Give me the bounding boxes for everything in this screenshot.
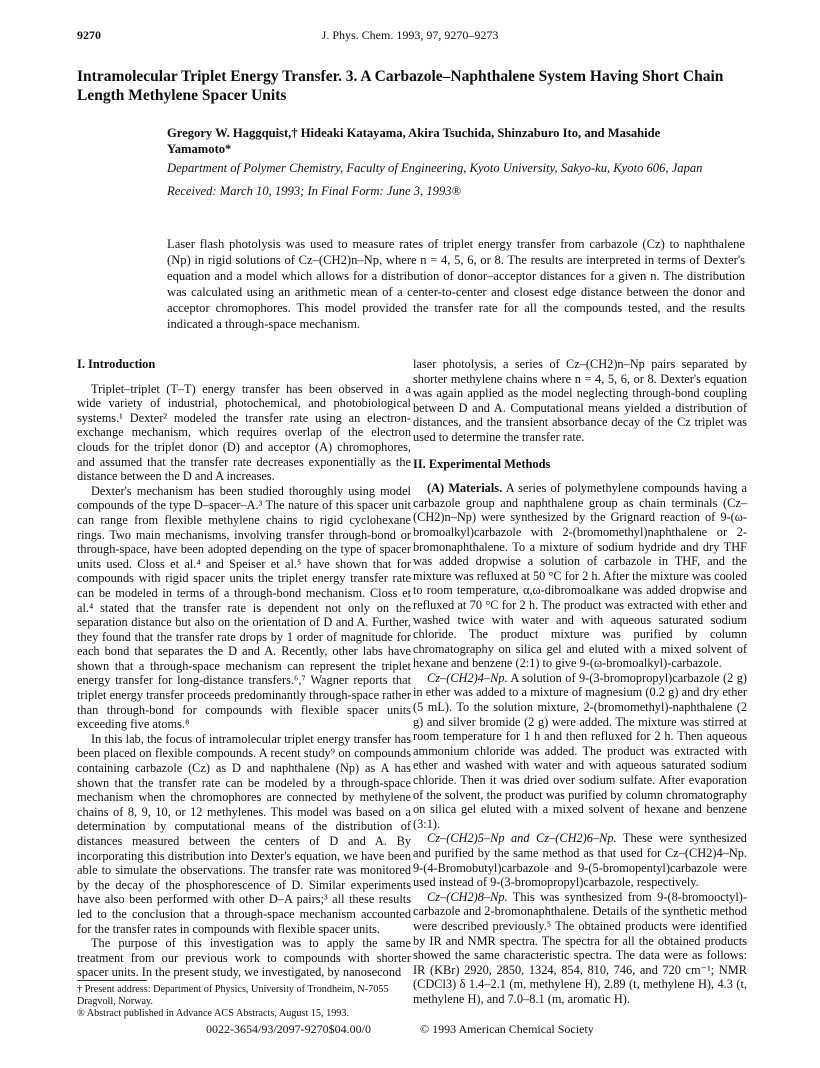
intro-paragraph-4: The purpose of this investigation was to apply the same treatment from our previous work to compounds with shorter spacer units. In the present study, we investigated, by nanosecond	[77, 936, 411, 980]
footnotes	[77, 980, 411, 1020]
cz56-text: These were synthesized and purified by the same method as that used for Cz–(CH2)4–Np. 9-(4-Bromobutyl)carbazole and 9-(5-bromopentyl)carbazole were used instead of 9-(3-bromopropyl)carbazole, respectively.	[413, 831, 747, 890]
experimental-heading: II. Experimental Methods	[413, 456, 551, 471]
left-column	[77, 357, 411, 980]
materials-runhead: (A) Materials.	[427, 481, 503, 496]
cz4-runhead: Cz–(CH2)4–Np.	[427, 670, 508, 685]
intro-paragraph-continued: laser photolysis, a series of Cz–(CH2)n–Np pairs separated by shorter methylene chains where n = 4, 5, 6, or 8. Dexter's equation was again applied as the model neglecting through-bond coupling between D and A. Computational means yielded a distribution of distances, and the transient absorbance decay of the Cz triplet was used to determine the transfer rate.	[413, 357, 747, 444]
introduction-heading: I. Introduction	[77, 357, 156, 371]
intro-paragraph-1: Triplet–triplet (T–T) energy transfer has been observed in a wide variety of industrial, photochemical, and photobiological systems.¹ Dexter² modeled the transfer rate using an electron-exchange mechanism, which requires overlap of the electron clouds for the triplet donor (D) and acceptor (A) chromophores, and assumed that the transfer rate decreases exponentially as the distance between the D and A increases.	[77, 381, 411, 484]
intro-paragraph-2: Dexter's mechanism has been studied thoroughly using model compounds of the type D–spacer–A.³ The nature of this spacer unit can range from flexible methylene chains to rigid cyclohexane rings. Two main mechanisms, involving transfer through-bond or through-space, have been adopted depending on the type of spacer units used. Closs et al.⁴ and Speiser et al.⁵ have shown that for compounds with rigid spacer units the triplet energy transfer rate can be modeled in terms of a through-bond mechanism. Closs et al.⁴ stated that the transfer rate is dependent not only on the separation distance but also on the orientation of D and A. Further, they found that the transfer rate drops by 1 order of magnitude for each bond that separates the D and A. Recently, other labs have shown that a through-space mechanism can represent the triplet energy transfer for long-distance transfers.⁶,⁷ Wagner reports that triplet energy transfer proceeds predominantly through-space rather than through-bond for compounds with flexible spacer units exceeding five atoms.⁸	[77, 483, 411, 732]
cz4-text: A solution of 9-(3-bromopropyl)carbazole (2 g) in ether was added to a mixture of magnesium (0.2 g) and dry ether (5 mL). To the solution mixture, 2-(bromomethyl)-naphthalene (2 g) and silver bromide (2 g) were added. The mixture was stirred at room temperature for 1 h and then refluxed for 2 h. Then aqueous ammonium chloride was added. The product was extracted with ether and washed with water and with aqueous saturated sodium chloride. Then it was dried over sodium sulfate. After evaporation of the solvent, the product was purified by column chromatography on silica gel eluted with a mixed solvent of hexane and benzene (3:1).	[413, 670, 747, 831]
cz8-paragraph	[413, 890, 747, 1007]
footnote-abstract-published: ® Abstract published in Advance ACS Abstracts, August 15, 1993.	[77, 1008, 350, 1019]
cz8-runhead: Cz–(CH2)8–Np.	[427, 889, 508, 904]
cz56-paragraph	[413, 831, 747, 889]
abstract: Laser flash photolysis was used to measure rates of triplet energy transfer from carbazole (Cz) to naphthalene (Np) in rigid solutions of Cz–(CH2)n–Np, where n = 4, 5, 6, or 8. The results are interpreted in terms of Dexter's equation and a model which allows for a distribution of donor–acceptor distances for a given n. The distribution was calculated using an arithmetic mean of a center-to-center and closest edge distance between the donor and acceptor chromophores. This model provided the transfer rate for all the compounds tested, and the results indicated a through-space mechanism.	[167, 237, 745, 331]
materials-paragraph	[413, 481, 747, 671]
cz4-paragraph	[413, 671, 747, 832]
right-column	[413, 357, 747, 1007]
intro-paragraph-3: In this lab, the focus of intramolecular triplet energy transfer has been placed on flexible compounds. A recent study⁹ on compounds containing carbazole (Cz) as D and naphthalene (Np) as A has shown that the transfer rate can be modeled by a through-space mechanism when the chromophores are connected by methylene chains of 8, 9, 10, or 12 methylenes. This model was based on a determination by computational means of the distribution of distances measured between the centers of D and A. By incorporating this distribution into Dexter's equation, we have been able to simulate the observations. The transfer rate was monitored by the decay of the phosphorescence of D. Similar experiments have also been performed with other D–A pairs;³ all these results led to the conclusion that a through-space mechanism accounted for the transfer rates in compounds with flexible spacer units.	[77, 731, 411, 936]
author-list: Gregory W. Haggquist,† Hideaki Katayama, Akira Tsuchida, Shinzaburo Ito, and Masahide Yamamoto*	[167, 126, 661, 156]
article-code: 0022-3654/93/2097-9270$04.00/0	[206, 1022, 371, 1036]
cz56-runhead: Cz–(CH2)5–Np and Cz–(CH2)6–Np.	[427, 831, 617, 846]
footnote-divider	[77, 980, 147, 981]
footnote-present-address: † Present address: Department of Physics, University of Trondheim, N-7055 Dragvoll, Norway.	[77, 984, 389, 1007]
copyright: © 1993 American Chemical Society	[420, 1022, 594, 1036]
materials-text: A series of polymethylene compounds having a carbazole group and naphthalene group as chain terminals (Cz–(CH2)n–Np) were synthesized by the Grignard reaction of 9-(ω-bromoalkyl)carbazole with 2-(bromomethyl)naphthalene or 2-bromonaphthalene. To a mixture of sodium hydride and dry THF was added dropwise a solution of carbazole in THF, and the mixture was refluxed at 50 °C for 2 h. After the mixture was cooled to room temperature, α,ω-dibromoalkane was added dropwise and refluxed at 70 °C for 2 h. The product was extracted with ether and washed twice with water and with aqueous saturated sodium chloride. The product mixture was purified by column chromatography on silica gel and eluted with a mixed solvent of hexane and benzene (2:1) to give 9-(ω-bromoalkyl)-carbazole.	[413, 481, 748, 671]
cz8-text: This was synthesized from 9-(8-bromooctyl)-carbazole and 2-bromonaphthalene. Details of the synthetic method were described previously.⁵ The obtained products were identified by IR and NMR spectra. The spectra for all the obtained products showed the same characteristic spectra. The data were as follows: IR (KBr) 2920, 2850, 1324, 854, 810, 746, and 720 cm⁻¹; NMR (CDCl3) δ 1.4–2.1 (m, methylene H), 2.89 (t, methylene H), 4.3 (t, methylene H), and 7.0–8.1 (m, aromatic H).	[413, 889, 747, 1006]
journal-citation: J. Phys. Chem. 1993, 97, 9270–9273	[321, 28, 499, 42]
received-dates: Received: March 10, 1993; In Final Form: June 3, 1993®	[167, 184, 462, 198]
article-title: Intramolecular Triplet Energy Transfer. 3. A Carbazole–Naphthalene System Having Short Chain Length Methylene Spacer Units	[77, 68, 724, 104]
affiliation: Department of Polymer Chemistry, Faculty of Engineering, Kyoto University, Sakyo-ku, Kyoto 606, Japan	[167, 161, 703, 175]
page-number: 9270	[77, 28, 101, 42]
